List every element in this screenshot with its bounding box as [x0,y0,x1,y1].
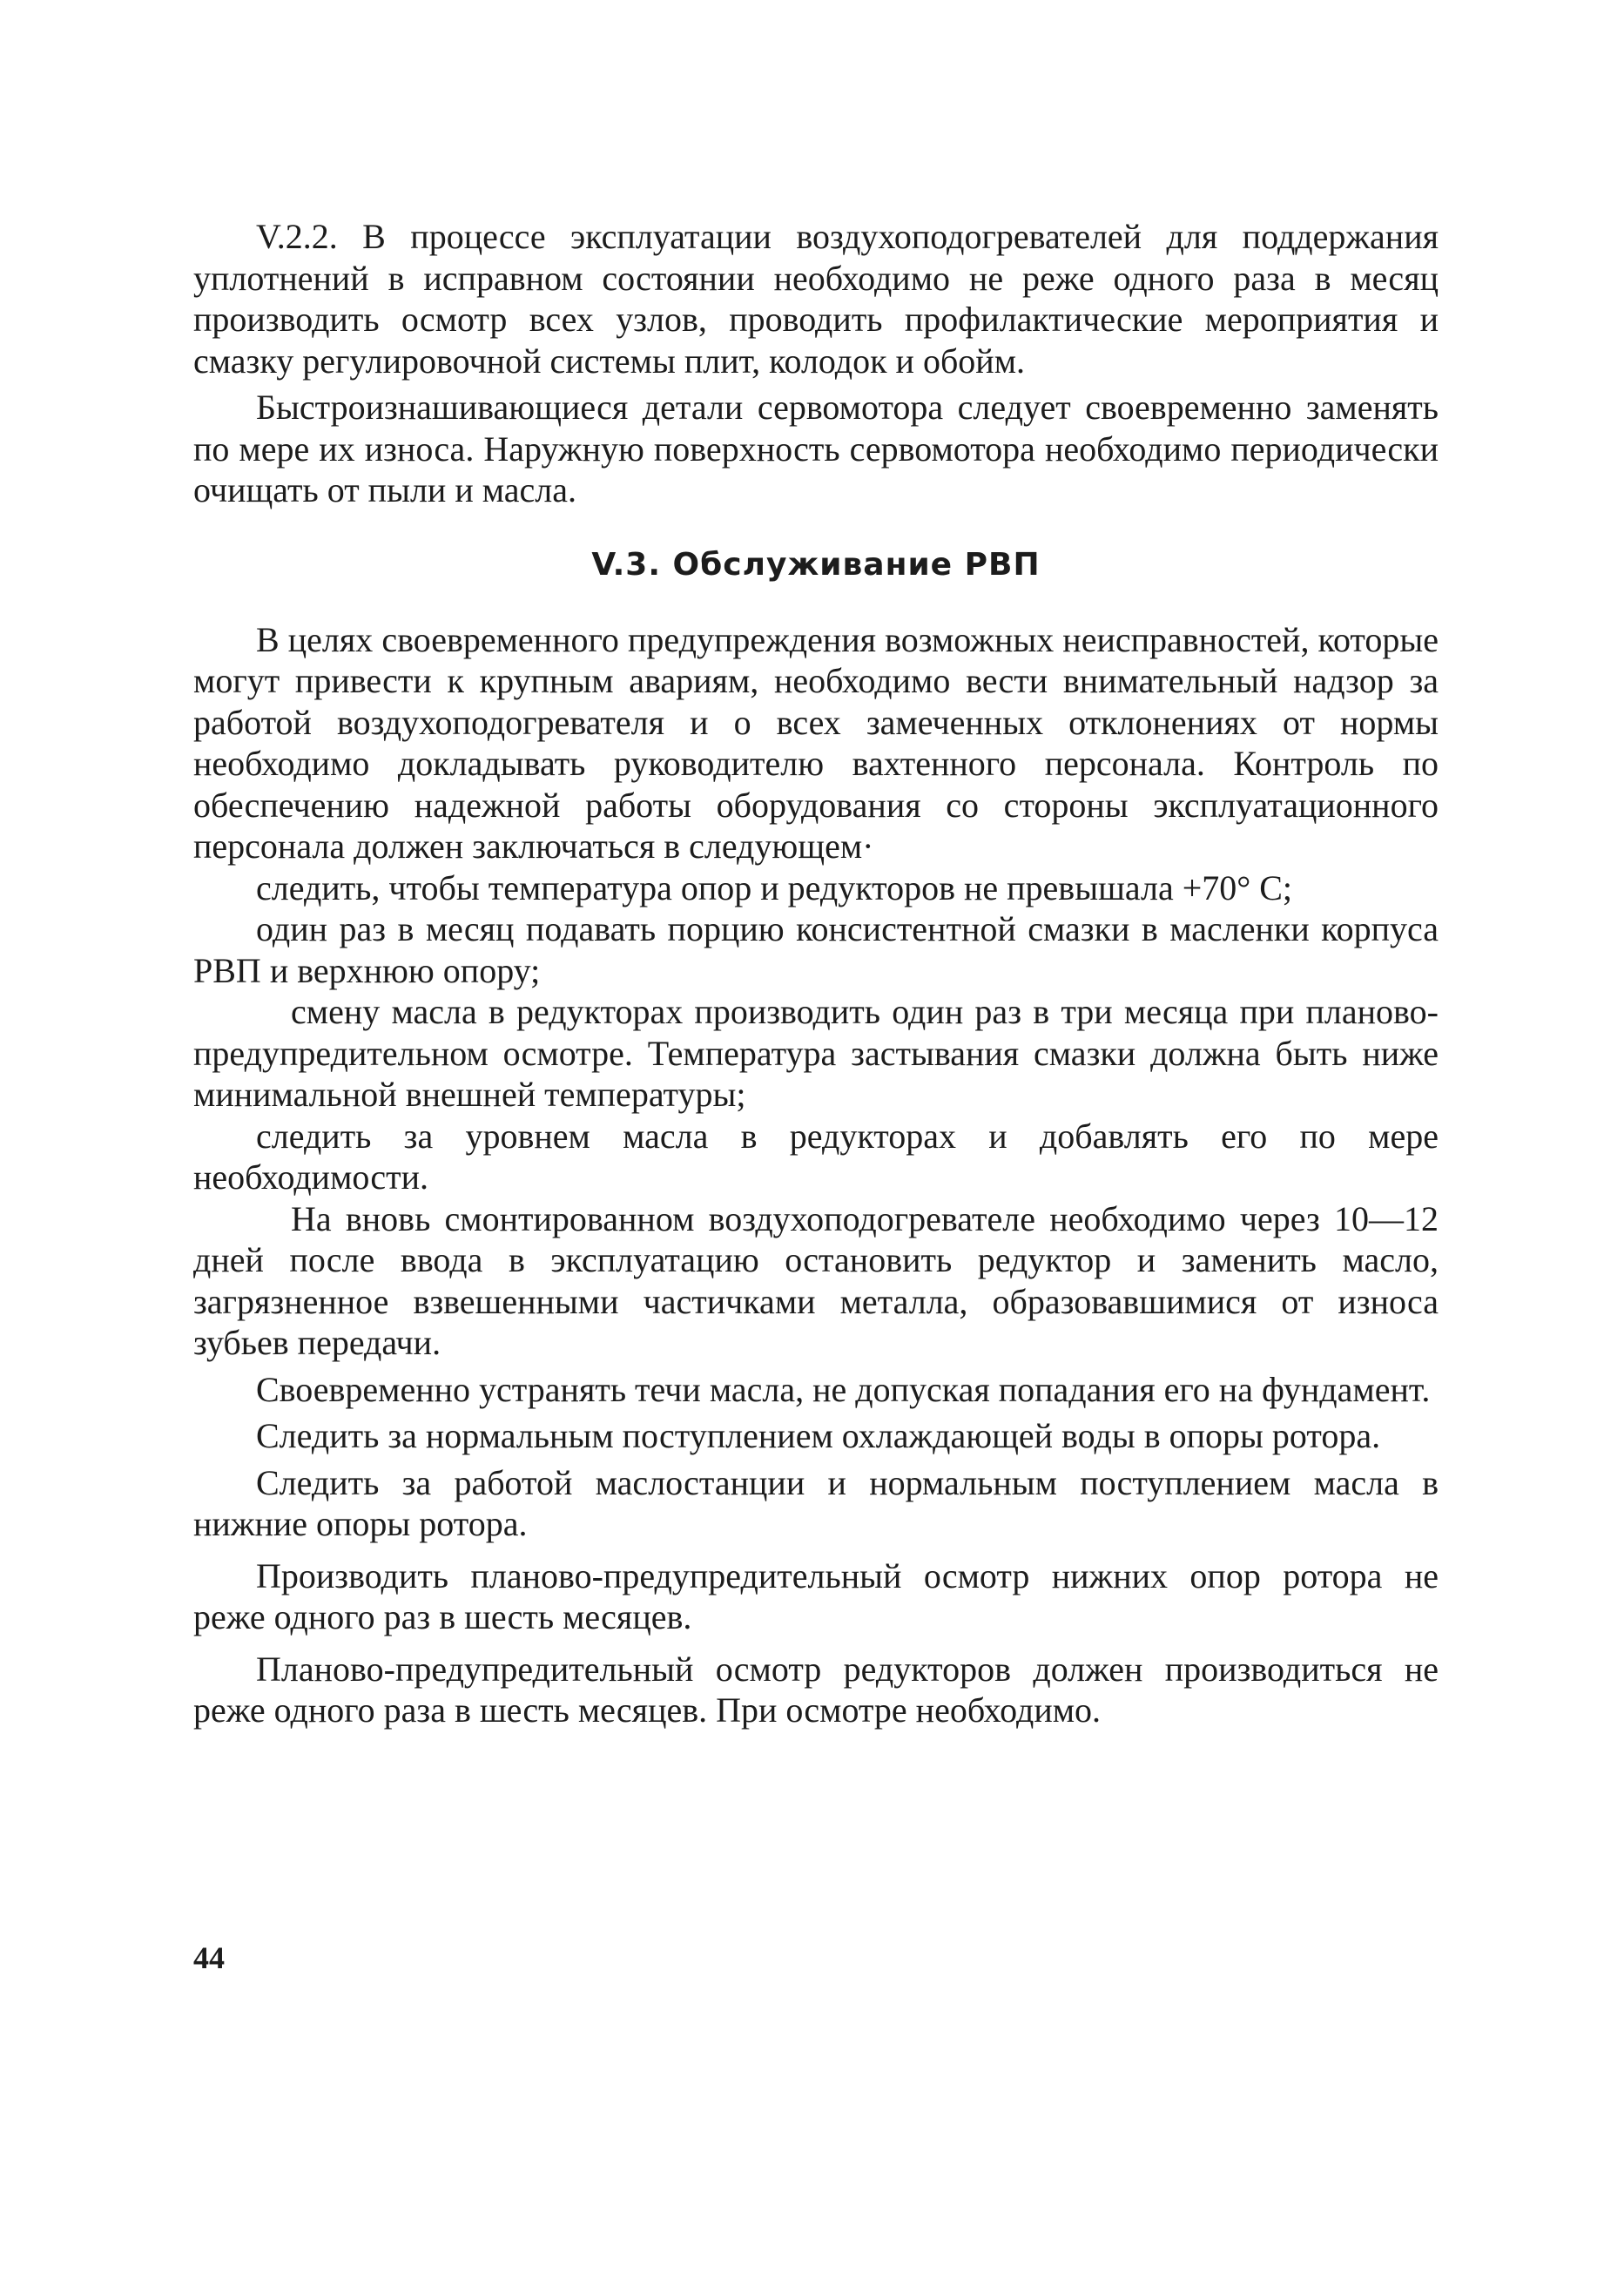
list-item-oil-change: смену масла в редукторах производить один раз в три месяца при планово-предупредительном осмотре. Температура застывания смазки должна быть ниже минимальной внешней температуры; [193,992,1439,1114]
paragraph-cooling-water: Следить за нормальным поступлением охлаждающей воды в опоры ротора. [256,1416,1381,1455]
list-item-temperature: следить, чтобы температура опор и редукторов не превышала +70° С; [256,867,1293,907]
list-item-grease: один раз в месяц подавать порцию консистентной смазки в масленки корпуса РВП и верхнюю опору; [193,909,1439,990]
page-number: 44 [193,1940,225,1975]
paragraph-servomotor: Быстроизнашивающиеся детали сервомотора следует своевременно заменять по мере их износа. Наружную поверхность сервомотора необходимо периодически очищать от пыли и масла. [193,388,1439,509]
paragraph-new-heater: На вновь смонтированном воздухоподогревателе необходимо через 10—12 дней после ввода в эксплуатацию остановить редуктор и заменить масло, загрязненное взвешенными частичками металла, образовавшимися от износа зубьев передачи. [193,1198,1439,1362]
paragraph-v-2-2: V.2.2. В процессе эксплуатации воздухоподогревателей для поддержания уплотнений в исправном состоянии необходимо не реже одного раза в месяц производить осмотр всех узлов, проводить профилактические мероприятия и смазку регулировочной системы плит, колодок и обойм. [193,217,1439,381]
paragraph-oil-station: Следить за работой маслостанции и нормальным поступлением масла в нижние опоры ротора. [193,1462,1439,1543]
page-body [193,216,1439,1731]
paragraph-oil-leaks: Своевременно устранять течи масла, не допуская попадания его на фундамент. [256,1369,1431,1409]
paragraph-intro: В целях своевременного предупреждения возможных неисправностей, которые могут привести к крупным авариям, необходимо вести внимательный надзор за работой воздухоподогревателя и о всех замеченных отклонениях от нормы необходимо докладывать руководителю вахтенного персонала. Контроль по обеспечению надежной работы оборудования со стороны эксплуатационного персонала должен заключаться в следующем· [193,619,1439,866]
section-heading: V.3. Обслуживание РВП [591,546,1041,583]
paragraph-gearbox-inspection: Планово-предупредительный осмотр редукторов должен производиться не реже одного раза в шесть месяцев. При осмотре необходимо. [193,1649,1439,1730]
paragraph-lower-bearings: Производить планово-предупредительный осмотр нижних опор ротора не реже одного раз в шесть месяцев. [193,1555,1439,1636]
list-item-oil-level: следить за уровнем масла в редукторах и добавлять его по мере необходимости. [193,1116,1439,1197]
